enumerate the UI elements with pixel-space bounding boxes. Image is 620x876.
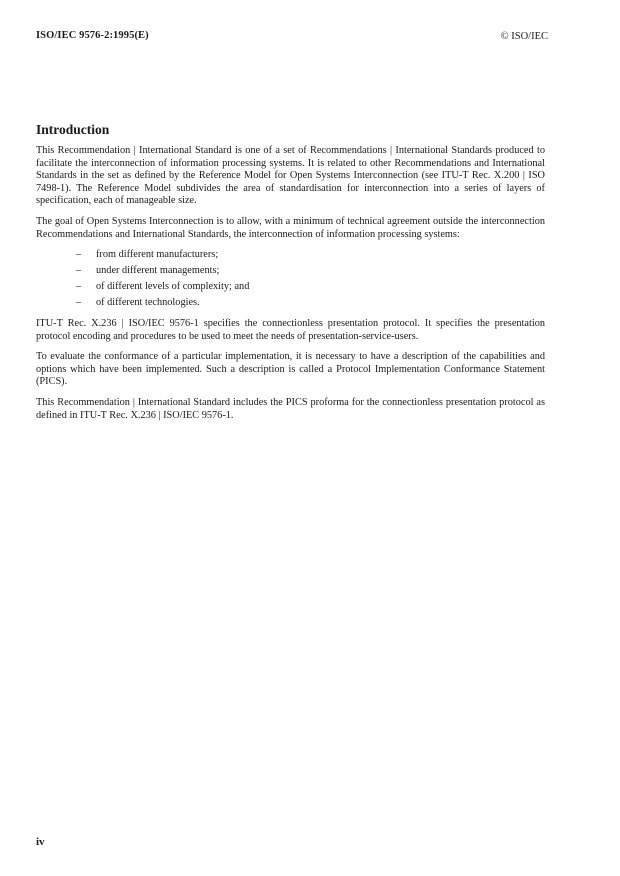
list-item-text: from different manufacturers;: [96, 249, 219, 261]
dash-marker: –: [76, 281, 82, 293]
list-item: [36, 265, 545, 278]
introduction-section: [36, 122, 545, 430]
copyright-notice: © ISO/IEC: [500, 31, 548, 42]
page-number: iv: [36, 836, 45, 848]
list-item: [36, 249, 545, 262]
list-item-text: under different managements;: [96, 265, 220, 277]
paragraph-3: ITU-T Rec. X.236 | ISO/IEC 9576-1 specifies the connectionless presentation protocol. It specifies the presentation protocol encoding and procedures to be used to meet the needs of presentation-service-users.: [36, 318, 545, 342]
paragraph-2: The goal of Open Systems Interconnection is to allow, with a minimum of technical agreement outside the interconnection Recommendations and International Standards, the interconnection of information processing systems:: [36, 215, 545, 240]
paragraph-5: This Recommendation | International Standard includes the PICS proforma for the connectionless presentation protocol as defined in ITU-T Rec. X.236 | ISO/IEC 9576-1.: [36, 397, 545, 421]
paragraph-4: To evaluate the conformance of a particular implementation, it is necessary to have a description of the capabilities and options which have been implemented. Such a description is called a Protocol Implementation Conformance Statement (PICS).: [36, 351, 545, 388]
dash-marker: –: [76, 249, 82, 261]
paragraph-1: This Recommendation | International Standard is one of a set of Recommendations | International Standards produced to facilitate the interconnection of information processing systems. It is related to other Recommendations and International Standards in the set as defined by the Reference Model for Open Systems Interconnection (see ITU-T Rec. X.200 | ISO 7498-1). The Reference Model subdivides the area of standardisation for interconnection into a series of layers of specification, each of manageable size.: [36, 145, 545, 207]
list-item: [36, 281, 545, 294]
list-item-text: of different levels of complexity; and: [96, 281, 250, 293]
dash-marker: –: [76, 265, 82, 277]
dash-marker: –: [76, 297, 82, 309]
systems-list: [36, 249, 545, 310]
document-id: ISO/IEC 9576-2:1995(E): [36, 30, 149, 41]
list-item: [36, 297, 545, 310]
list-item-text: of different technologies.: [96, 297, 200, 309]
section-heading: Introduction: [36, 122, 110, 137]
